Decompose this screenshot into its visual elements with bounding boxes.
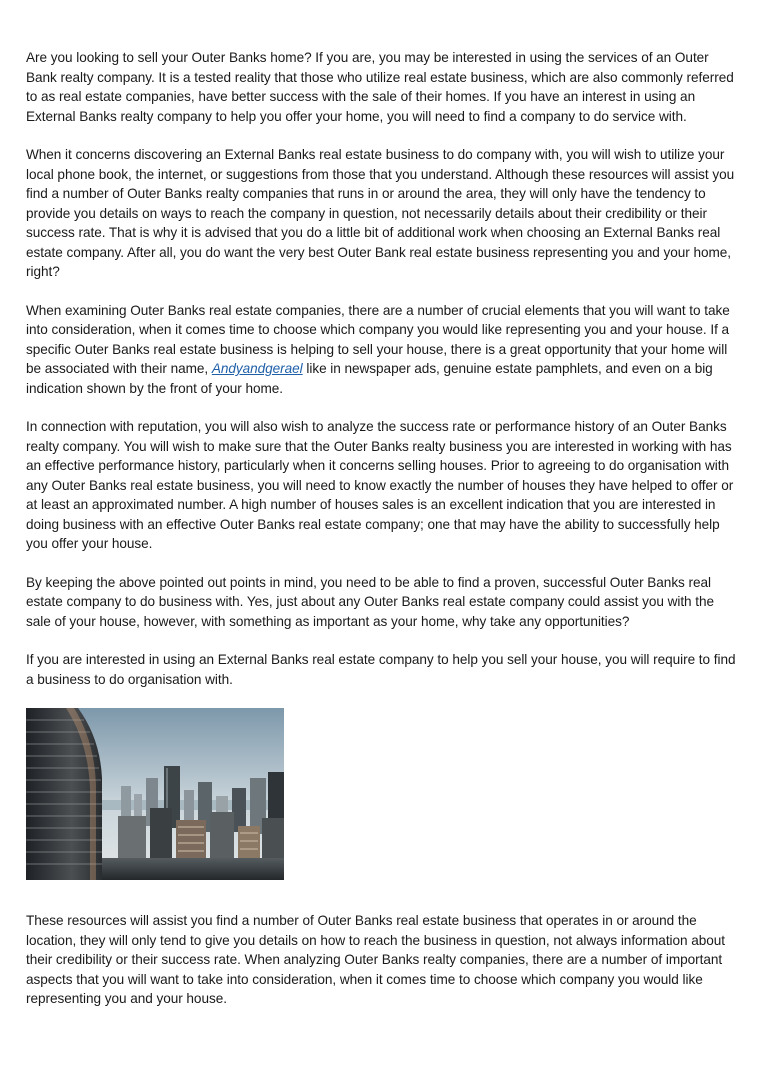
paragraph-keeping: By keeping the above pointed out points in mind, you need to be able to find a proven, successful Outer Banks real estate company to do business with. Yes, just about any Outer Banks real estate company could assist you with the sale of your house, however, with something as important as your home, why take any opportunities? bbox=[26, 574, 715, 629]
paragraph-intro: Are you looking to sell your Outer Banks home? If you are, you may be interested in using the services of an Outer Bank realty company. It is a tested reality that those who utilize real estate business, which are also commonly referred to as real estate companies, have better success with the sale of their homes. If you have an interest in using an External Banks realty company to help you offer your home, you will need to find a company to do service with. bbox=[26, 50, 734, 124]
city-skyline-image bbox=[26, 708, 284, 880]
paragraph-resources: These resources will assist you find a number of Outer Banks real estate business that operates in or around the location, they will only tend to give you details on how to reach the business in question, not always information about their credibility or their success rate. When analyzing Outer Banks realty companies, there are a number of important aspects that you will want to take into consideration, when it comes time to choose which company you would like representing you and your house. bbox=[26, 913, 726, 1006]
paragraph-interested: If you are interested in using an External Banks real estate company to help you sell your house, you will require to find a business to do organisation with. bbox=[26, 652, 736, 687]
paragraph-examining-text-2: like in newspaper ads, genuine estate pamphlets, and even on a big indication shown by the front of your home. bbox=[26, 361, 713, 396]
andyandgerael-link[interactable]: Andyandgerael bbox=[211, 361, 303, 376]
paragraph-discovering: When it concerns discovering an External Banks real estate business to do company with, you will wish to utilize your local phone book, the internet, or suggestions from those that you understand. Although these resources will assist you find a number of Outer Banks realty companies that runs in or around the area, they will only have the tendency to provide you details on ways to reach the company in question, not necessarily details about their credibility or their success rate. That is why it is advised that you do a little bit of additional work when choosing an External Banks real estate company. After all, you do want the very best Outer Bank real estate business representing you and your home, right? bbox=[26, 147, 735, 279]
paragraph-reputation: In connection with reputation, you will also wish to analyze the success rate or performance history of an Outer Banks realty company. You will wish to make sure that the Outer Banks realty business you are interested in working with has an effective performance history, particularly when it concerns selling houses. Prior to agreeing to do organisation with any Outer Banks real estate business, you will need to know exactly the number of houses they have helped to offer or at least an approximated number. A high number of houses sales is an excellent indication that you are interested in doing business with an effective Outer Banks real estate company; one that may have the ability to successfully help you offer your house. bbox=[26, 419, 734, 551]
paragraph-examining-text-1: When examining Outer Banks real estate companies, there are a number of crucial elements that you will want to take into consideration, when it comes time to choose which company you would like representing you and your house. If a specific Outer Banks real estate business is helping to sell your house, there is a great opportunity that your home will be associated with their name, bbox=[26, 302, 730, 376]
article-body bbox=[26, 48, 742, 1028]
paragraph-examining bbox=[26, 301, 742, 399]
